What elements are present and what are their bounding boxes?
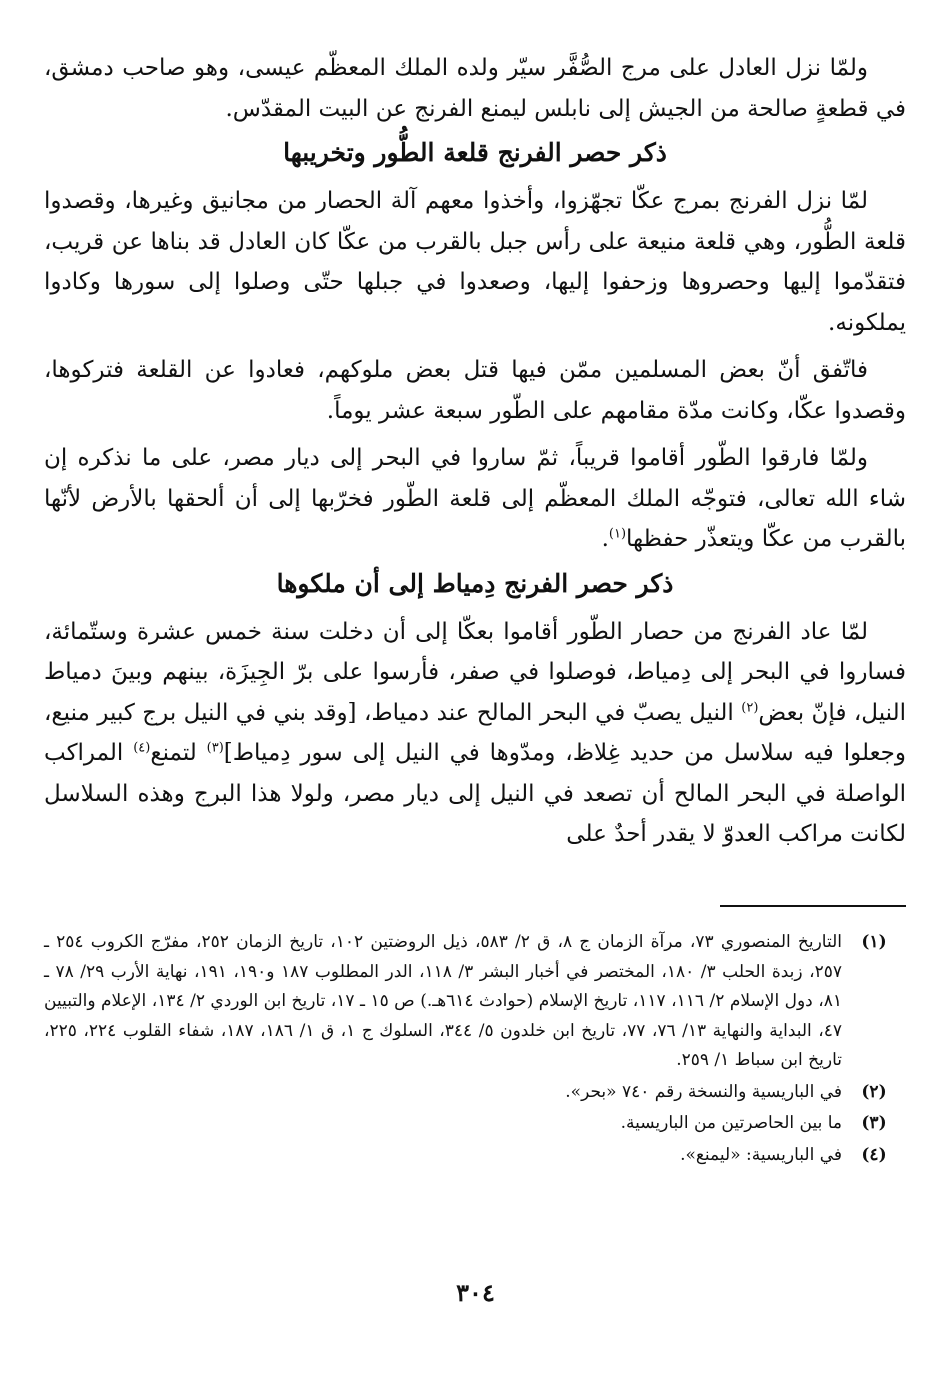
footnote <box>44 928 906 1076</box>
footnote-ref: (٣) <box>206 740 224 756</box>
footnotes <box>44 928 906 1172</box>
book-page <box>44 48 906 855</box>
paragraph-text: ولمّا فارقوا الطّور أقاموا قريباً، ثمّ ساروا في البحر إلى ديار مصر، على ما نذكره إن شاء الله تعالى، فتوجّه الملك المعظّم إلى قلعة الطّور فخرّبها إلى أن ألحقها بالأرض لأنّها بالقرب من عكّا ويتعذّر حفظها <box>44 445 906 552</box>
paragraph-text: لتمنع <box>150 740 207 766</box>
paragraph <box>44 612 906 855</box>
paragraph: لمّا نزل الفرنج بمرج عكّا تجهّزوا، وأخذوا معهم آلة الحصار من مجانيق وغيرها، وقصدوا قلعة الطُّور، وهي قلعة منيعة على رأس جبل بالقرب من عكّا كان العادل قد بناها عن قريب، فتقدّموا إليها وحصروها وزحفوا إليها، وصعدوا في جبلها حتّى وصلوا إلى سورها وكادوا يملكونه. <box>44 188 906 336</box>
paragraph-text: المراكب الواصلة في البحر المالح أن تصعد في النيل إلى ديار مصر، ولولا هذا البرج وهذه السلاسل لكانت مراكب العدوّ لا يقدر أحدٌ على <box>44 740 906 847</box>
footnote-divider <box>720 905 906 907</box>
section-heading: ذكر حصر الفرنج قلعة الطُّور وتخريبها <box>283 138 667 167</box>
footnote-number: (٢) <box>861 1081 887 1102</box>
paragraph: ولمّا نزل العادل على مرج الصُّفَّر سيّر ولده الملك المعظّم عيسى، وهو صاحب دمشق، في قطعةٍ صالحة من الجيش إلى نابلس ليمنع الفرنج عن البيت المقدّس. <box>44 55 906 122</box>
footnote-number: (٣) <box>861 1113 887 1133</box>
footnote-text: التاريخ المنصوري ٧٣، مرآة الزمان ج ٨، ق ٢/ ٥٨٣، ذيل الروضتين ١٠٢، تاريخ الزمان ٢٥٢، مفرّج الكروب ٢٥٤ ـ ٢٥٧، زبدة الحلب ٣/ ١٨٠، المختصر في أخبار البشر ٣/ ١١٨، الدر المطلوب ١٨٧ و١٩٠، ١٩١، نهاية الأرب ٢٩/ ٧٨ ـ ٨١، دول الإسلام ٢/ ١١٦، ١١٧، تاريخ الإسلام (حوادث ٦١٤هـ.) ص ١٥ ـ ١٧، تاريخ ابن الوردي ٢/ ١٣٤، الإعلام والتبيين ٤٧، البداية والنهاية ١٣/ ٧٦، ٧٧، تاريخ ابن خلدون ٥/ ٣٤٤، السلوك ج ١، ق ١/ ١٨٦، ١٨٧، شفاء القلوب ٢٢٤، ٢٢٥، تاريخ ابن سباط ١/ ٢٥٩. <box>44 932 843 1070</box>
page-number: ٣٠٤ <box>456 1278 495 1307</box>
footnote <box>44 1141 906 1171</box>
footnote-text: في الباريسية والنسخة رقم ٧٤٠ «بحر». <box>565 1081 842 1102</box>
footnote-ref: (١) <box>608 526 627 542</box>
footnote-number: (٤) <box>861 1144 887 1165</box>
footnote-text: في الباريسية: «ليمنع». <box>680 1144 842 1165</box>
section-heading: ذكر حصر الفرنج دِمياط إلى أن ملكوها <box>276 568 674 598</box>
footnote-ref: (٤) <box>133 740 151 756</box>
paragraph <box>44 438 906 560</box>
paragraph-text: النيل يصبّ في البحر المالح عند دمياط، [وقد بني في النيل برج كبير منيع، وجعلوا فيه سلاسل من حديد غِلاظ، ومدّوها في النيل إلى سور دِمياط] <box>44 699 906 766</box>
footnote <box>44 1109 906 1139</box>
paragraph-text: لمّا عاد الفرنج من حصار الطّور أقاموا بعكّا إلى أن دخلت سنة خمس عشرة وستّمائة، فساروا في البحر إلى دِمياط، فوصلوا في صفر، فأرسوا على برّ الجِيزَة، بينهم وبينَ دمياط النيل، فإنّ بعض <box>44 618 907 726</box>
footnote-ref: (٢) <box>741 699 759 715</box>
footnote <box>44 1078 906 1108</box>
paragraph-end: . <box>601 526 609 552</box>
footnote-text: ما بين الحاصرتين من الباريسية. <box>620 1113 842 1133</box>
paragraph: فاتّفق أنّ بعض المسلمين ممّن فيها قتل بعض ملوكهم، فعادوا عن القلعة فتركوها، وقصدوا عكّا، وكانت مدّة مقامهم على الطّور سبعة عشر يوماً. <box>44 357 906 424</box>
footnote-number: (١) <box>861 932 887 952</box>
